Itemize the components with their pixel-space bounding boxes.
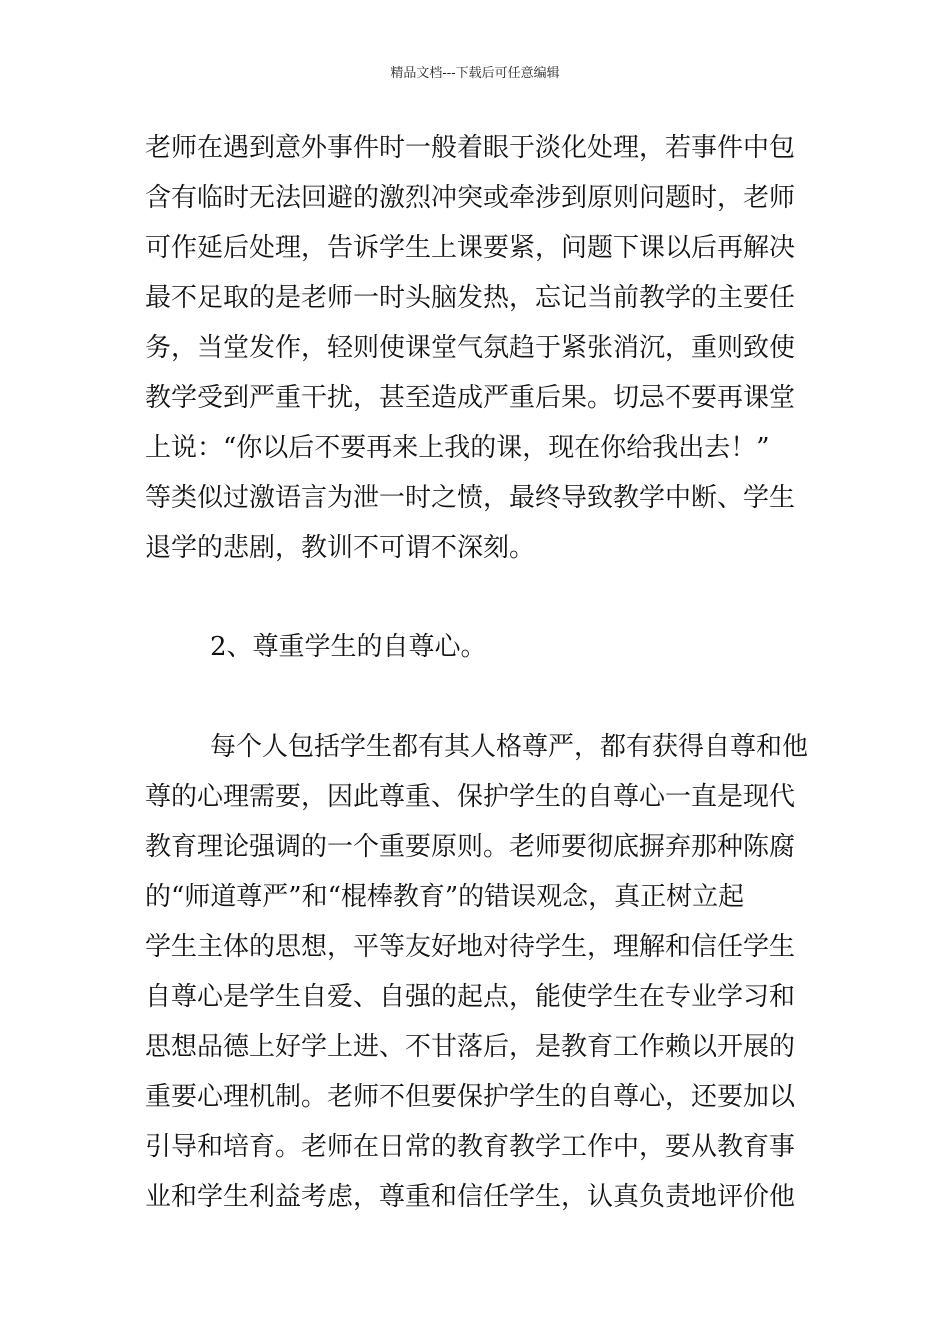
page-header: 精品文档---下载后可任意编辑 — [390, 66, 560, 81]
section-heading: 2、尊重学生的自尊心。 — [210, 632, 487, 662]
paragraph-line: 含有临时无法回避的激烈冲突或牵涉到原则问题时，老师 — [145, 183, 796, 213]
paragraph-line: 等类似过激语言为泄一时之愤，最终导致教学中断、学生 — [145, 483, 796, 513]
paragraph-line: 老师在遇到意外事件时一般着眼于淡化处理，若事件中包 — [145, 133, 796, 163]
paragraph-line: 重要心理机制。老师不但要保护学生的自尊心，还要加以 — [145, 1082, 796, 1112]
paragraph-line: 自尊心是学生自爱、自强的起点，能使学生在专业学习和 — [145, 982, 796, 1012]
paragraph-line: 退学的悲剧，教训不可谓不深刻。 — [145, 533, 536, 563]
paragraph-line: 务，当堂发作，轻则使课堂气氛趋于紧张消沉，重则致使 — [145, 333, 796, 363]
paragraph-line: 可作延后处理，告诉学生上课要紧，问题下课以后再解决 — [145, 233, 796, 263]
paragraph-line: 引导和培育。老师在日常的教育教学工作中，要从教育事 — [145, 1132, 796, 1162]
paragraph-line: 最不足取的是老师一时头脑发热，忘记当前教学的主要任 — [145, 283, 796, 313]
paragraph-line: 每个人包括学生都有其人格尊严，都有获得自尊和他 — [210, 732, 809, 762]
paragraph-line: 业和学生利益考虑，尊重和信任学生，认真负责地评价他 — [145, 1182, 796, 1212]
paragraph-line: 思想品德上好学上进、不甘落后，是教育工作赖以开展的 — [145, 1032, 796, 1062]
paragraph-line: 学生主体的思想，平等友好地对待学生，理解和信任学生 — [145, 932, 796, 962]
paragraph-line: 的“师道尊严”和“棍棒教育”的错误观念，真正树立起 — [145, 882, 745, 912]
paragraph-line: 尊的心理需要，因此尊重、保护学生的自尊心一直是现代 — [145, 782, 796, 812]
paragraph-line: 教学受到严重干扰，甚至造成严重后果。切忌不要再课堂 — [145, 383, 796, 413]
paragraph-line: 教育理论强调的一个重要原则。老师要彻底摒弃那种陈腐 — [145, 832, 796, 862]
paragraph-line: 上说：“你以后不要再来上我的课，现在你给我出去！” — [145, 433, 770, 463]
